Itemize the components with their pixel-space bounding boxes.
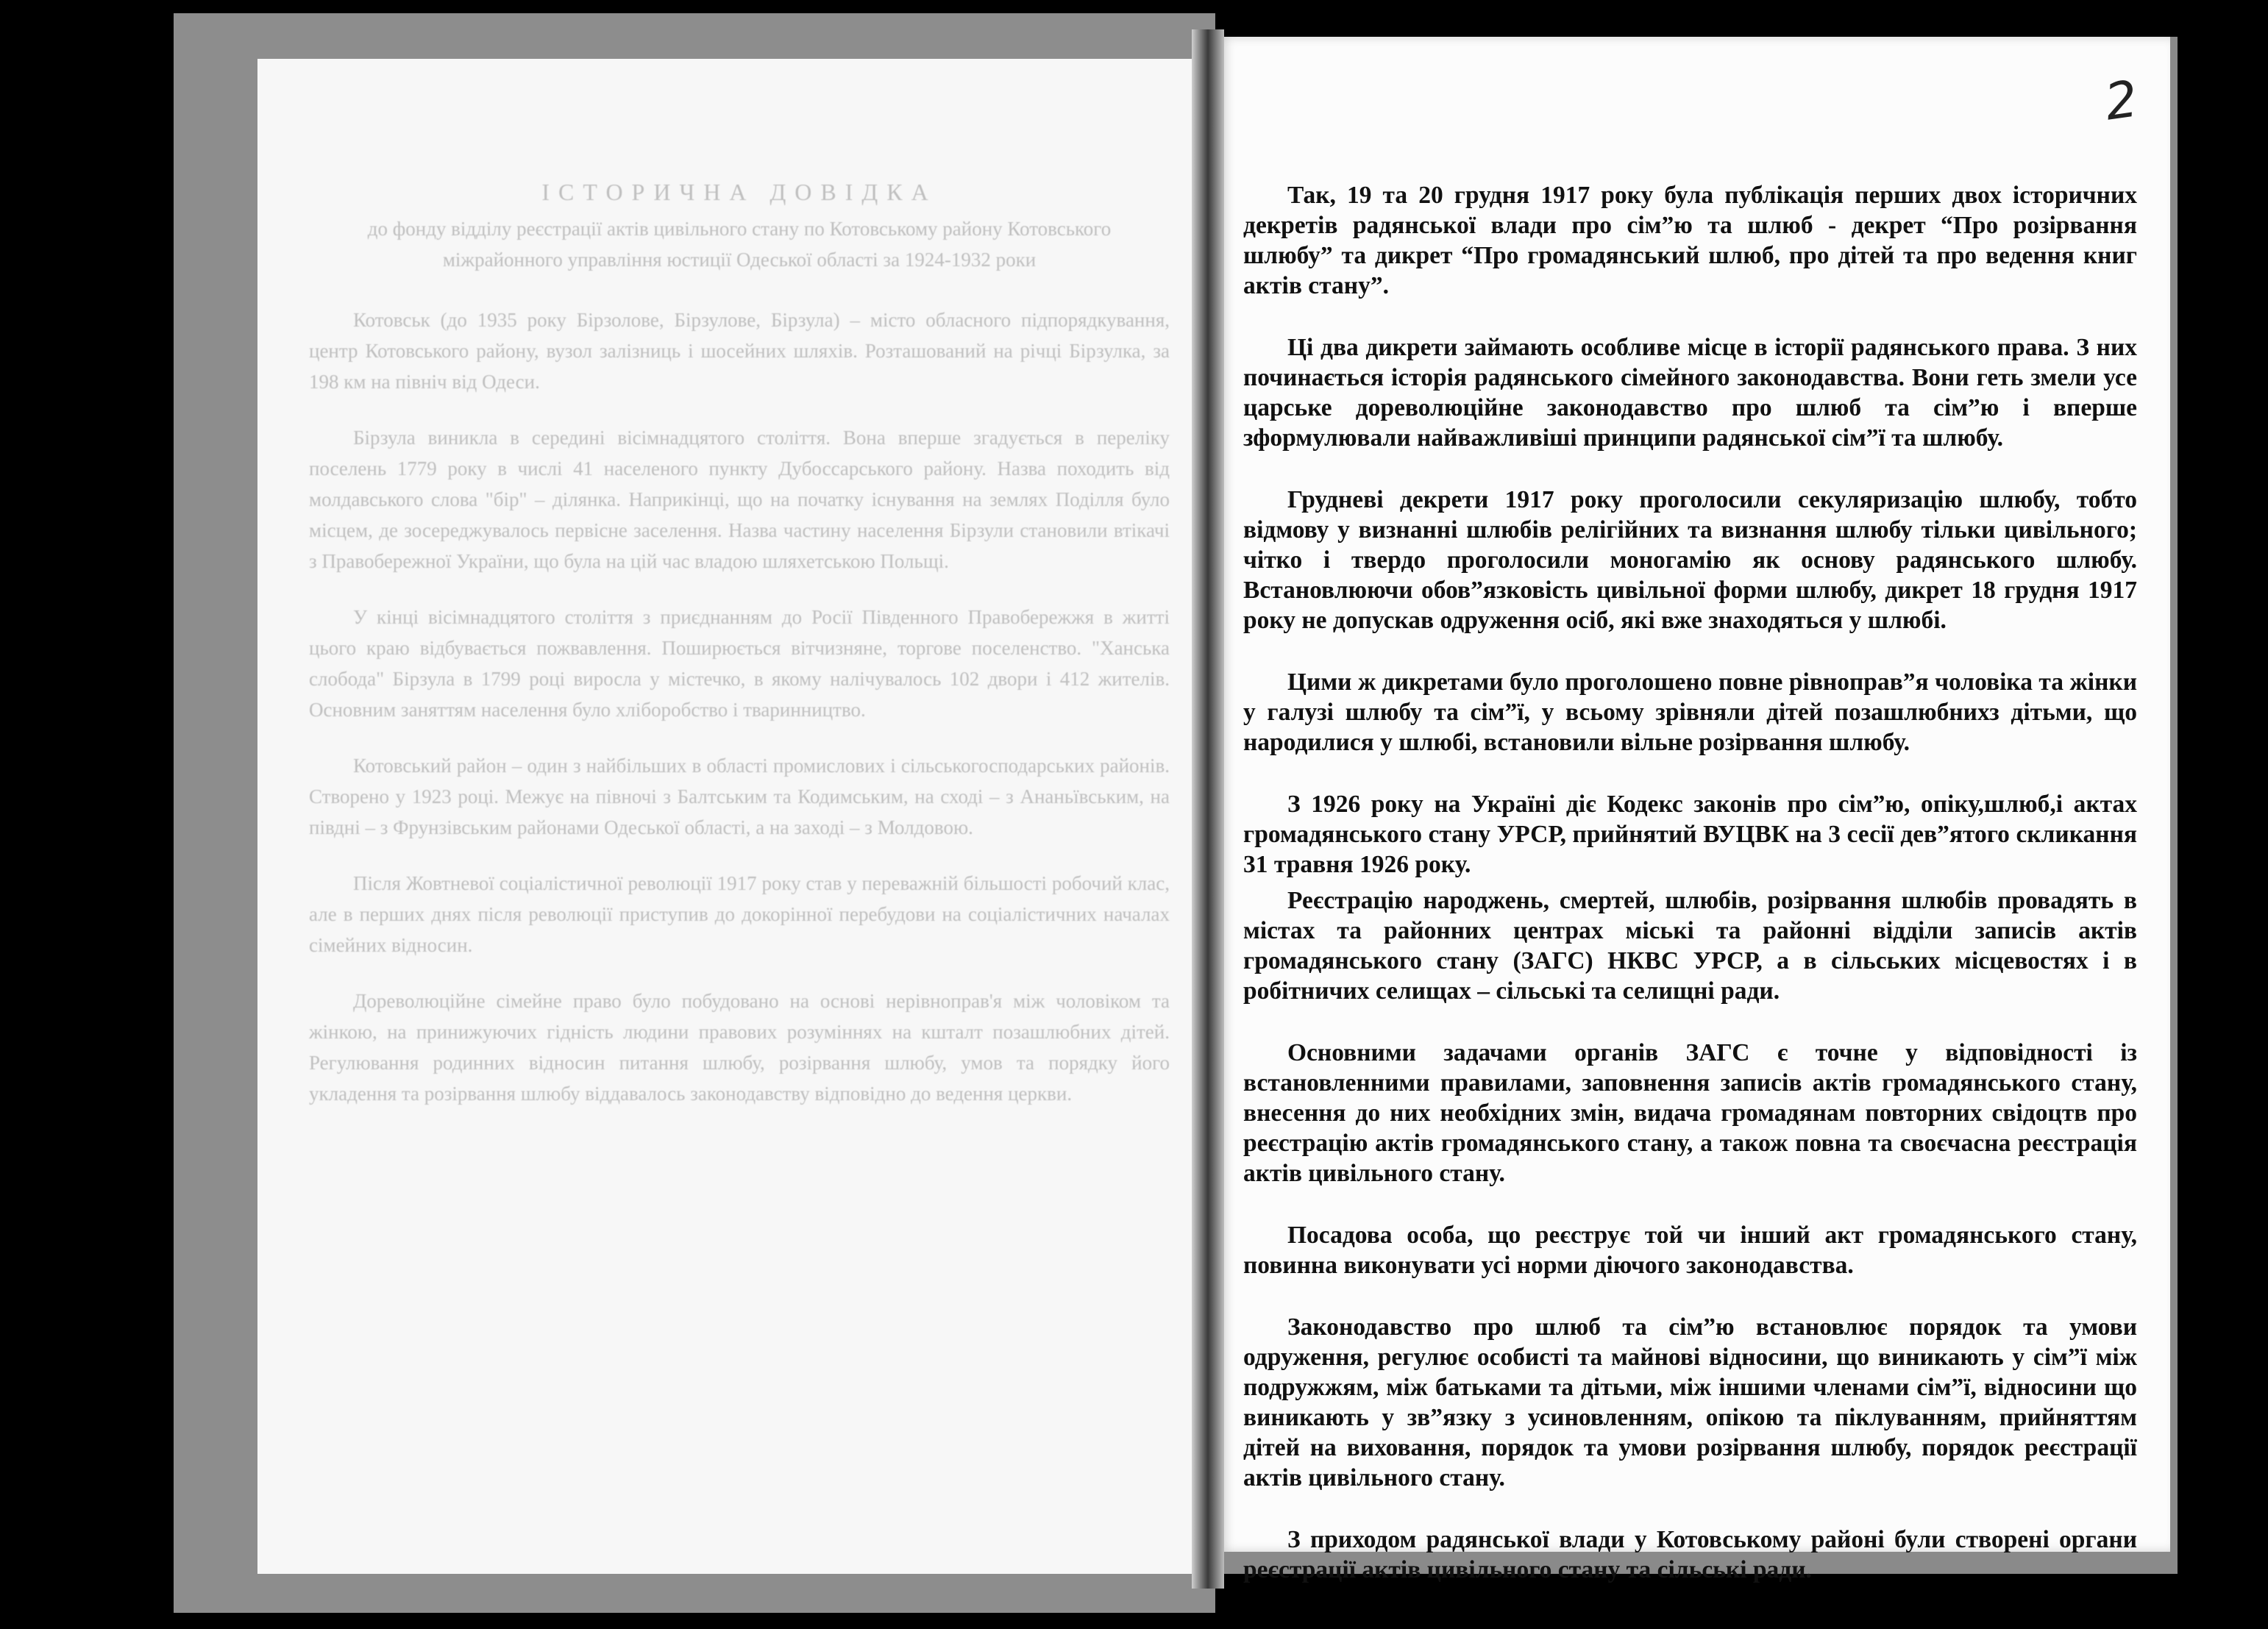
paragraph: Посадова особа, що реєструє той чи інший акт громадянського стану, повинна виконувати усі норми діючого законодавства. bbox=[1243, 1222, 2137, 1279]
paragraph: Ці два дикрети займають особливе місце в історії радянського права. З них починається історія радянського сімейного законодавства. Вони геть змели усе царське дореволюційне законодавство про шлюб та сім”ю і вперше зформулювали найважливіші принципи радянської сім”ї та шлюбу. bbox=[1243, 334, 2137, 452]
book-spine bbox=[1192, 29, 1224, 1589]
paragraph: Законодавство про шлюб та сім”ю встановлює порядок та умови одруження, регулює особисті та майнові відносини, що виникають у сім”ї між подружжям, між батьками та дітьми, між іншими членами сім”ї, відносини що виникають у зв”язку з усиновленням, опікою та піклуванням, прийняттям дітей на виховання, порядок та умови розірвання шлюбу, порядок реєстрації актів цивільного стану. bbox=[1243, 1313, 2137, 1491]
paragraph: Грудневі декрети 1917 року проголосили секуляризацію шлюбу, тобто відмову у визнанні шлюбів релігійних та визнання шлюбу тільки цивільного; чітко і твердо проголосили моногамію як основу радянського шлюбу. Встановлюючи обов”язковість цивільної форми шлюбу, дикрет 18 грудня 1917 року не допускав одруження осіб, які вже знаходяться у шлюбі. bbox=[1243, 486, 2137, 634]
paragraph: Так, 19 та 20 грудня 1917 року була публікація перших двох історичних декретів радянської влади про сім”ю та шлюб - декрет “Про розірвання шлюбу” та дикрет “Про громадянський шлюб, про дітей та про ведення книг актів стану”. bbox=[1243, 182, 2137, 299]
left-paragraph: Бірзула виникла в середині вісімнадцятого століття. Вона вперше згадується в переліку поселень 1779 року в числі 41 населеного пункту Дубоссарського рaйону. Назва походить від молдавського слова "бір" – ділянка. Наприкінці, що на початку існування на землях Поділля було місцем, де зосереджувалось первісне заселення. Назва частину населення Бірзули становили втікачі з Правобережної України, що була на цій час владою шляхетською Польщі. bbox=[309, 427, 1170, 572]
left-paragraph: Котовський район – один з найбільших в області промислових і сільськогосподарських районів. Створено у 1923 році. Межує на півночі з Балтським та Кодимським, на сході – з Ананьївським, на півдні – з Фрунзівським районами Одеської області, а на заході – з Молдовою. bbox=[309, 755, 1170, 838]
paragraph: Реєстрацію народжень, смертей, шлюбів, розірвання шлюбів провадять в містах та районних центрах міські та районні відділи записів актів громадянського стану (ЗАГС) НКВС УРСР, а в сільських місцевостях і в робітничих селищах – сільські та селищні ради. bbox=[1243, 887, 2137, 1005]
right-page-text bbox=[1243, 180, 2137, 1616]
left-paragraph: Після Жовтневої соціалістичної революції 1917 року став у переважній більшості робочий клас, але в перших днях після революції приступив до докорінної перебудови на соціалістичних началах сімейних відносин. bbox=[309, 872, 1170, 956]
left-paragraph: У кінці вісімнадцятого століття з приєднанням до Росії Південного Правобережжя в житті цього краю відбувається пожвавлення. Поширюється вітчизняне, торгове поселенство. "Ханська слобода" Бірзула в 1799 році виросла у містечко, в якому налічувалось 102 двори і 412 жителів. Основним заняттям населення було хліборобство і тваринництво. bbox=[309, 606, 1170, 721]
paragraph: З 1926 року на Україні діє Кодекс законів про сім”ю, опіку,шлюб,і актах громадянського стану УРСР, прийнятий ВУЦВК на 3 сесії дев”ятого скликання 31 травня 1926 року. bbox=[1243, 791, 2137, 878]
left-page-heading: до фонду відділу реєстрації актів цивільного стану по Котовському району Котовського міжрайонного управління юстиції Одеської області за 1924-1932 роки bbox=[367, 218, 1112, 271]
left-page-faded-text bbox=[309, 177, 1170, 1441]
paragraph: Цими ж дикретами було проголошено повне рівноправ”я чоловіка та жінки у галузі шлюбу та сім”ї, у всьому зрівняли дітей позашлюбнихз дітьми, що народилися у шлюбі, встановили вільне розірвання шлюбу. bbox=[1243, 669, 2137, 756]
paragraph: Основними задачами органів ЗАГС є точне у відповідності із встановленними правилами, заповнення записів актів громадянського стану, внесення до них необхідних змін, видача громадянам повторних свідоцтв про реєстрацію актів громадянського стану, а також повна та своєчасна реєстрація актів цивільного стану. bbox=[1243, 1039, 2137, 1187]
paragraph: З приходом радянської влади у Котовському районі були створені органи реєстрації актів цивільного стану та сільські ради. bbox=[1243, 1526, 2137, 1583]
handwritten-page-number: 2 bbox=[2101, 70, 2141, 132]
left-page-title: ІСТОРИЧНА ДОВІДКА bbox=[541, 179, 937, 205]
left-paragraph: Котовськ (до 1935 року Бірзолове, Бірзулове, Бірзула) – місто обласного підпорядкування, центр Котовського району, вузол залізниць і шосейних шляхів. Розташований на річці Бірзулка, за 198 км на північ від Одеси. bbox=[309, 309, 1170, 393]
left-paragraph: Дореволюційне сімейне право було побудовано на основі нерівноправ'я між чоловіком та жінкою, на принижуючих гідність людини правових розуміннях на кшталт позашлюбних дітей. Регулювання родинних відносин питання шлюбу, розірвання шлюбу, умов та порядку його укладення та розірвання шлюбу віддавалось законодавству відповідно до ведення церкви. bbox=[309, 990, 1170, 1105]
